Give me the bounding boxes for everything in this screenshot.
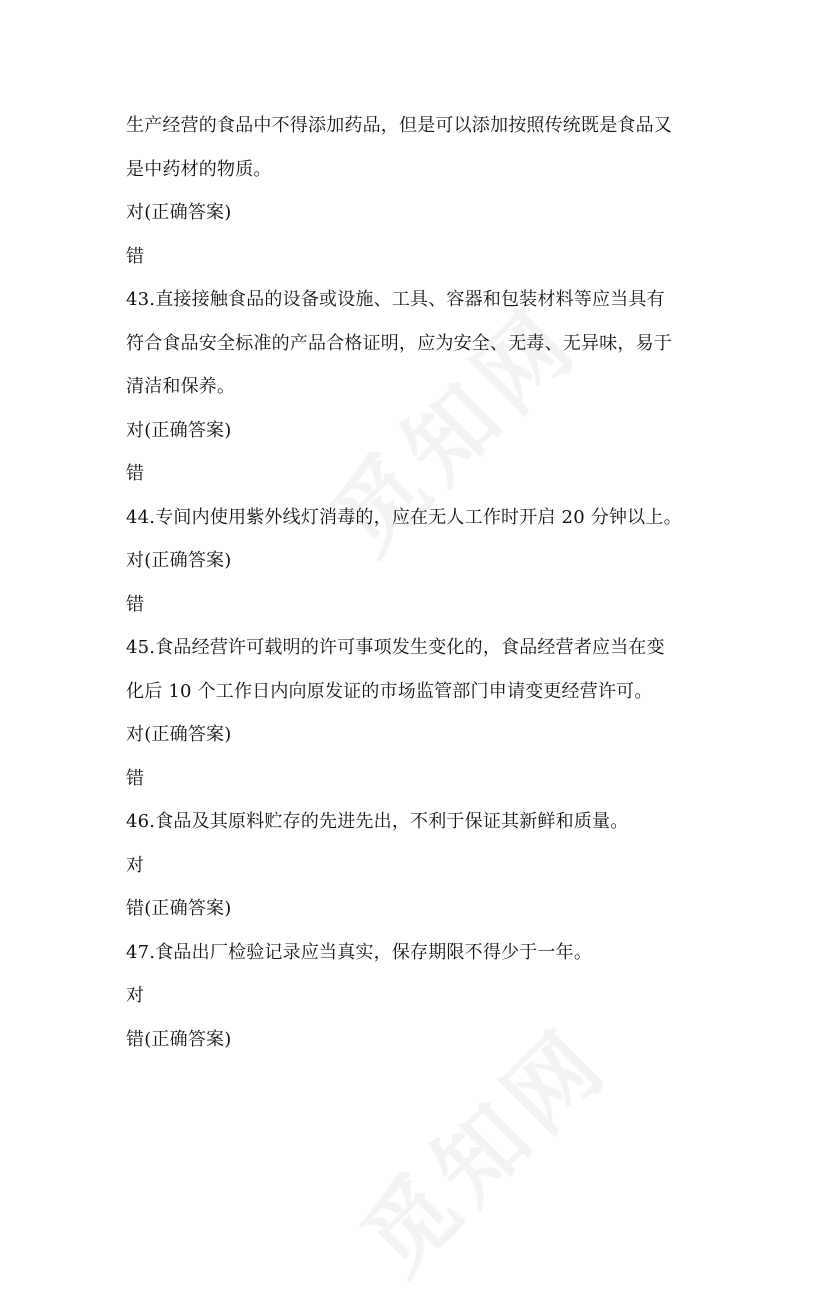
- answer-option: 错: [126, 245, 145, 267]
- answer-option: 对: [126, 854, 145, 876]
- answer-option: 对(正确答案): [126, 724, 232, 745]
- question-text: 生产经营的食品中不得添加药品，但是可以添加按照传统既是食品又: [126, 115, 672, 136]
- answer-option: 错: [126, 593, 145, 615]
- question-text: 43.直接接触食品的设备或设施、工具、容器和包装材料等应当具有: [126, 289, 665, 310]
- question-text: 46.食品及其原料贮存的先进先出，不利于保证其新鲜和质量。: [126, 811, 629, 832]
- question-text: 44.专间内使用紫外线灯消毒的，应在无人工作时开启 20 分钟以上。: [126, 506, 682, 528]
- question-text: 45.食品经营许可载明的许可事项发生变化的，食品经营者应当在变: [126, 637, 665, 658]
- question-text: 47.食品出厂检验记录应当真实，保存期限不得少于一年。: [126, 941, 593, 963]
- question-text: 是中药材的物质。: [126, 158, 272, 180]
- question-text: 化后 10 个工作日内向原发证的市场监管部门申请变更经营许可。: [126, 680, 653, 702]
- answer-option: 对(正确答案): [126, 550, 232, 571]
- answer-option: 对: [126, 985, 145, 1006]
- quiz-content: [126, 104, 716, 1061]
- answer-option: 对(正确答案): [126, 419, 232, 441]
- question-text: 清洁和保养。: [126, 376, 236, 397]
- answer-option: 错(正确答案): [126, 898, 232, 919]
- question-text: 符合食品安全标准的产品合格证明，应为安全、无毒、无异味，易于: [126, 332, 672, 354]
- answer-option: 错: [126, 767, 145, 789]
- answer-option: 对(正确答案): [126, 202, 232, 223]
- answer-option: 错(正确答案): [126, 1028, 232, 1050]
- answer-option: 错: [126, 463, 145, 484]
